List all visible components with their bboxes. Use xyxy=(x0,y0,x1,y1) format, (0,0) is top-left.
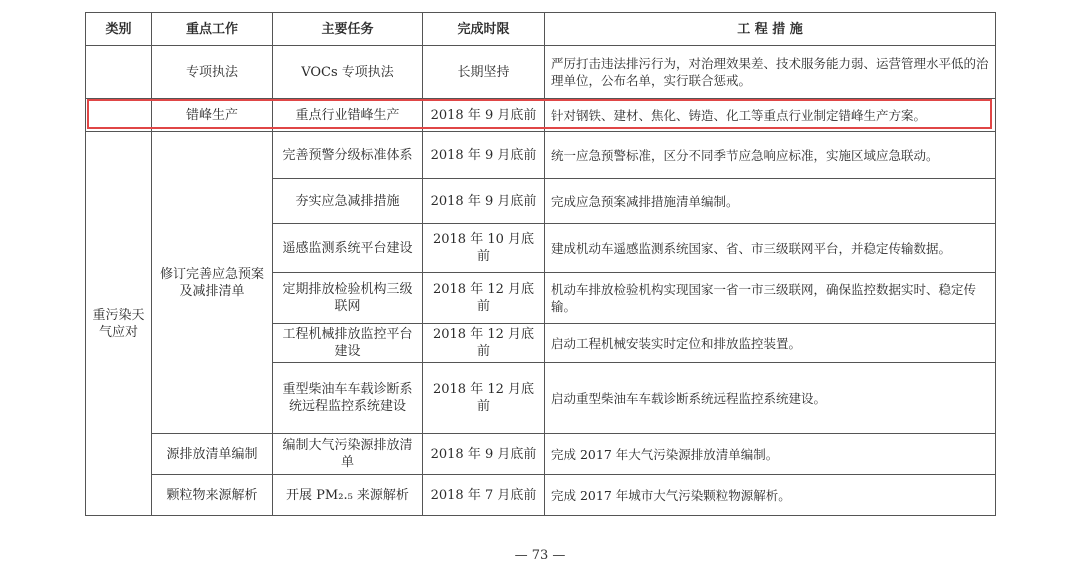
table-row-highlighted xyxy=(86,99,996,132)
table-row xyxy=(86,475,996,516)
task-cell: 夯实应急减排措施 xyxy=(273,179,423,224)
task-cell: 编制大气污染源排放清单 xyxy=(273,434,423,475)
category-cell-empty xyxy=(86,46,152,99)
header-main-task: 主要任务 xyxy=(273,13,423,46)
table-header-row xyxy=(86,13,996,46)
measures-cell: 完成应急预案减排措施清单编制。 xyxy=(545,179,996,224)
key-work-cell: 颗粒物来源解析 xyxy=(152,475,273,516)
deadline-cell: 2018 年 7 月底前 xyxy=(423,475,545,516)
key-work-cell: 源排放清单编制 xyxy=(152,434,273,475)
header-key-work: 重点工作 xyxy=(152,13,273,46)
task-table xyxy=(85,12,996,516)
deadline-cell: 2018 年 12 月底前 xyxy=(423,363,545,434)
key-work-cell: 专项执法 xyxy=(152,46,273,99)
header-deadline: 完成时限 xyxy=(423,13,545,46)
task-cell: 完善预警分级标准体系 xyxy=(273,132,423,179)
deadline-cell: 2018 年 12 月底前 xyxy=(423,324,545,363)
deadline-cell: 2018 年 9 月底前 xyxy=(423,179,545,224)
task-cell: 重型柴油车车载诊断系统远程监控系统建设 xyxy=(273,363,423,434)
table-row xyxy=(86,46,996,99)
measures-cell: 建成机动车遥感监测系统国家、省、市三级联网平台，并稳定传输数据。 xyxy=(545,224,996,273)
category-cell-empty xyxy=(86,99,152,132)
deadline-cell: 2018 年 9 月底前 xyxy=(423,99,545,132)
key-work-cell: 错峰生产 xyxy=(152,99,273,132)
measures-cell: 启动工程机械安装实时定位和排放监控装置。 xyxy=(545,324,996,363)
deadline-cell: 2018 年 12 月底前 xyxy=(423,273,545,324)
task-cell: 工程机械排放监控平台建设 xyxy=(273,324,423,363)
table-row xyxy=(86,434,996,475)
measures-cell: 针对钢铁、建材、焦化、铸造、化工等重点行业制定错峰生产方案。 xyxy=(545,99,996,132)
deadline-cell: 2018 年 10 月底前 xyxy=(423,224,545,273)
measures-cell: 严厉打击违法排污行为，对治理效果差、技术服务能力弱、运营管理水平低的治理单位，公布名单，实行联合惩戒。 xyxy=(545,46,996,99)
task-cell: 遥感监测系统平台建设 xyxy=(273,224,423,273)
measures-cell: 机动车排放检验机构实现国家一省一市三级联网，确保监控数据实时、稳定传输。 xyxy=(545,273,996,324)
deadline-cell: 2018 年 9 月底前 xyxy=(423,132,545,179)
category-cell: 重污染天气应对 xyxy=(86,132,152,516)
task-cell: 定期排放检验机构三级联网 xyxy=(273,273,423,324)
key-work-cell: 修订完善应急预案及减排清单 xyxy=(152,132,273,434)
task-cell: VOCs 专项执法 xyxy=(273,46,423,99)
header-measures: 工 程 措 施 xyxy=(545,13,996,46)
task-cell: 重点行业错峰生产 xyxy=(273,99,423,132)
deadline-cell: 长期坚持 xyxy=(423,46,545,99)
task-cell: 开展 PM₂.₅ 来源解析 xyxy=(273,475,423,516)
measures-cell: 完成 2017 年大气污染源排放清单编制。 xyxy=(545,434,996,475)
measures-cell: 统一应急预警标准，区分不同季节应急响应标准，实施区域应急联动。 xyxy=(545,132,996,179)
deadline-cell: 2018 年 9 月底前 xyxy=(423,434,545,475)
measures-cell: 启动重型柴油车车载诊断系统远程监控系统建设。 xyxy=(545,363,996,434)
table-row xyxy=(86,132,996,179)
page-number: — 73 — xyxy=(514,548,566,563)
header-category: 类别 xyxy=(86,13,152,46)
measures-cell: 完成 2017 年城市大气污染颗粒物源解析。 xyxy=(545,475,996,516)
